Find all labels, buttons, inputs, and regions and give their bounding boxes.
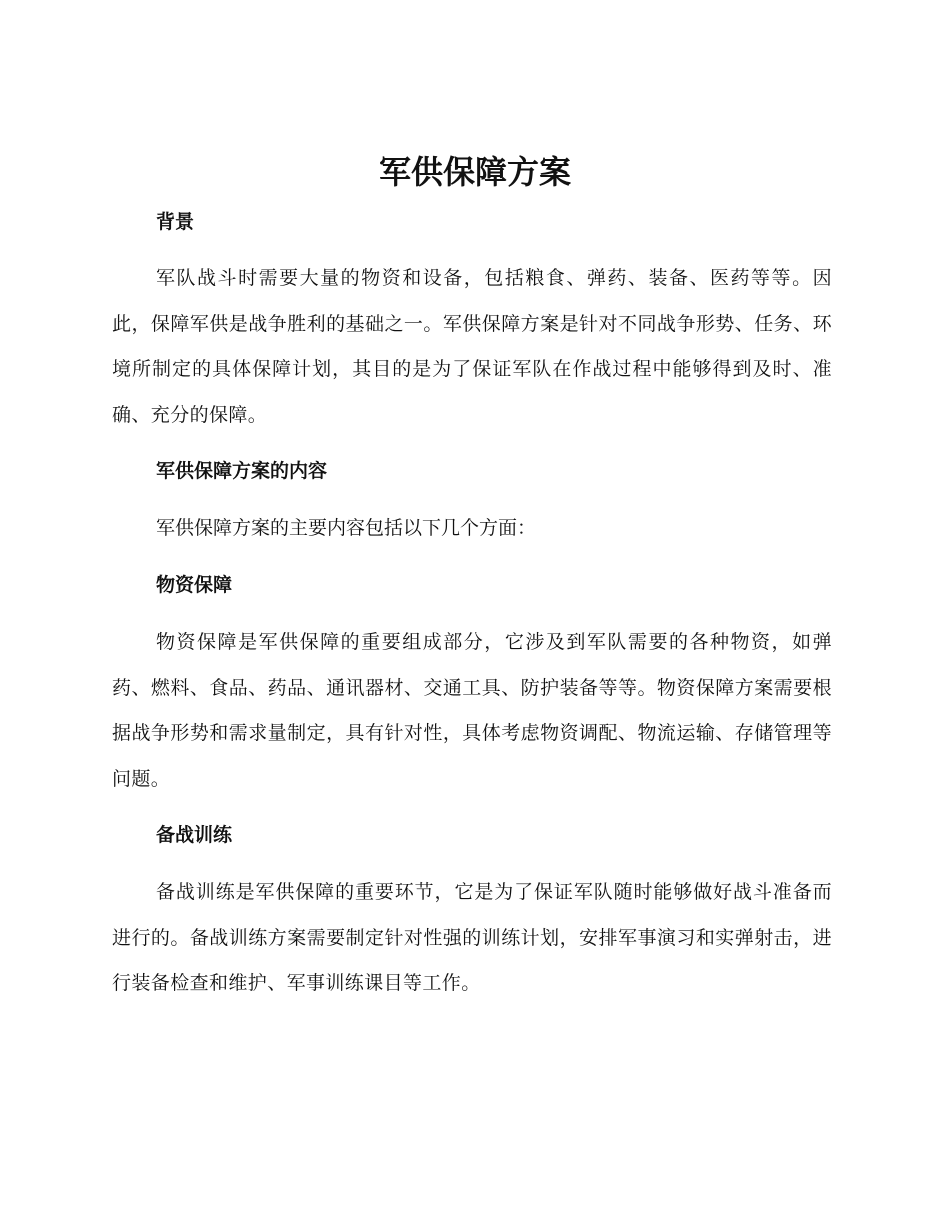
section-paragraph-content: 军供保障方案的主要内容包括以下几个方面： xyxy=(156,517,537,539)
section-paragraph-combat-training: 备战训练是军供保障的重要环节，它是为了保证军队随时能够做好战斗准备而进行的。备战训练方案需要制定针对性强的训练计划，安排军事演习和实弹射击，进行装备检查和维护、军事训练课目等工作。 xyxy=(112,881,832,994)
document-title: 军供保障方案 xyxy=(378,153,571,191)
section-heading-content: 军供保障方案的内容 xyxy=(156,460,328,482)
section-heading-combat-training: 备战训练 xyxy=(156,824,233,846)
section-heading-background: 背景 xyxy=(156,211,195,233)
section-heading-material-supply: 物资保障 xyxy=(156,574,233,596)
section-paragraph-background: 军队战斗时需要大量的物资和设备，包括粮食、弹药、装备、医药等等。因此，保障军供是战争胜利的基础之一。军供保障方案是针对不同战争形势、任务、环境所制定的具体保障计划，其目的是为了保证军队在作战过程中能够得到及时、准确、充分的保障。 xyxy=(112,267,832,426)
section-paragraph-material-supply: 物资保障是军供保障的重要组成部分，它涉及到军队需要的各种物资，如弹药、燃料、食品、药品、通讯器材、交通工具、防护装备等等。物资保障方案需要根据战争形势和需求量制定，具有针对性，具体考虑物资调配、物流运输、存储管理等问题。 xyxy=(112,631,832,790)
